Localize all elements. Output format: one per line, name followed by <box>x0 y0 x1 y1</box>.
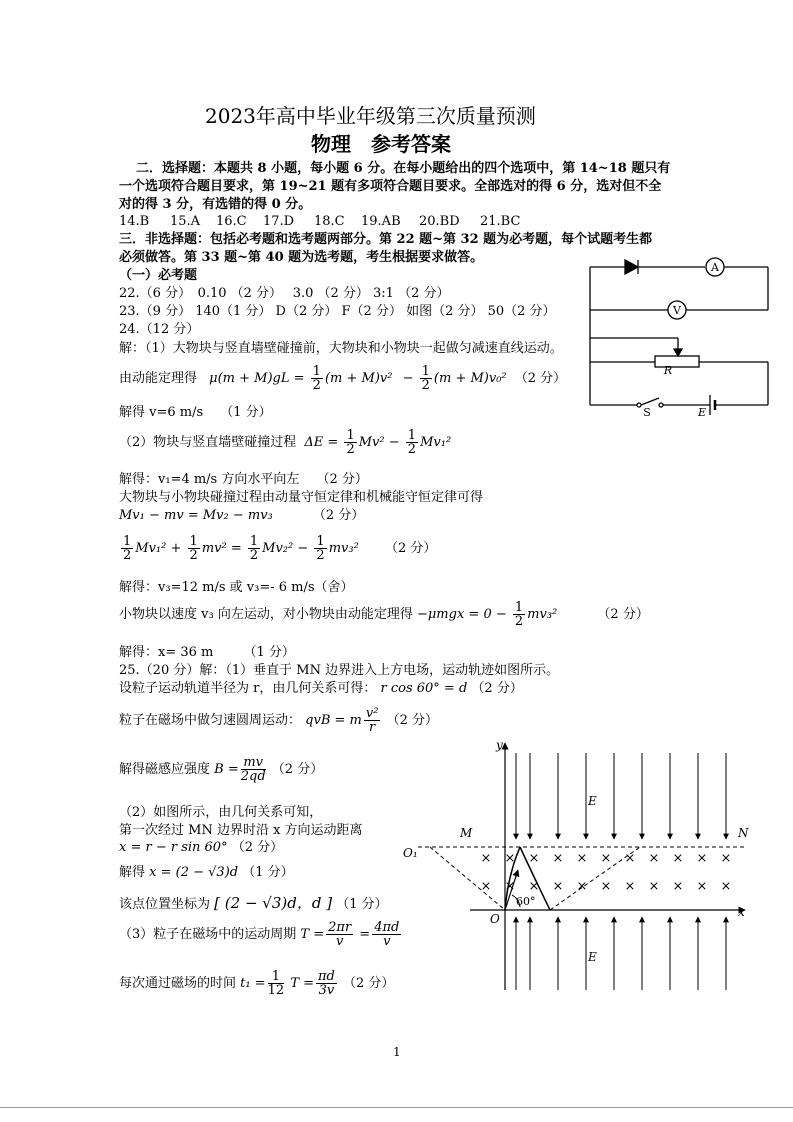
label-n: N <box>738 826 749 840</box>
answer-21: 21.BC <box>480 214 521 229</box>
label-o1: O₁ <box>403 846 418 860</box>
q24-step4: （2）物块与竖直墙壁碰撞过程 ΔE = $\frac{1}{2}$ Mv² − $\frac{1}{2}$ Mv₁² <box>119 428 452 457</box>
answer-18: 18.C <box>314 214 345 229</box>
rheostat-label: R <box>663 364 673 377</box>
field-diagram <box>400 735 780 995</box>
q24-step7: Mv₁ − mv = Mv₂ − mv₃ （2 分） <box>119 508 365 523</box>
svg-text:×: × <box>480 879 492 894</box>
svg-text:×: × <box>576 879 588 894</box>
q23-answer: 23.（9 分） 140（1 分） D（2 分） F（2 分） 如图（2 分） 50（2 分） <box>119 304 556 319</box>
q24-step2: 由动能定理得 μ(m + M)gL = $\frac{1}{2}$ (m + M)v² − $\frac{1}{2}$ (m + M)v₀² （2 分） <box>119 364 567 393</box>
q24-head: 24.（12 分） <box>119 322 200 337</box>
q25-step3: 粒子在磁场中做匀速圆周运动： qvB = m $\frac{\text{v²}}{r}$ （2 分） <box>119 706 438 735</box>
q24-step3: 解得 v=6 m/s （1 分） <box>119 405 272 420</box>
svg-text:×: × <box>528 879 540 894</box>
q25-step2: 设粒子运动轨道半径为 r，由几何关系可得： r cos 60° = d （2 分） <box>119 681 523 696</box>
q25-step10: （3）粒子在磁场中的运动周期 T = $\frac{2\pi r}{v}$ = $\frac{4\pi d}{v}$ <box>119 920 400 949</box>
svg-text:×: × <box>720 879 732 894</box>
q25-step9: 该点位置坐标为 [ (2 − √3)d，d ] （1 分） <box>119 894 388 912</box>
section2-line2: 一个选项符合题目要求，第 19~21 题有多项符合题目要求。全部选对的得 6 分，选对但不全 <box>119 179 662 194</box>
document-title: 2023年高中毕业年级第三次质量预测 <box>205 104 536 128</box>
svg-text:×: × <box>624 879 636 894</box>
q25-step5: （2）如图所示，由几何关系可知， <box>119 805 323 820</box>
svg-text:×: × <box>696 879 708 894</box>
switch-label: S <box>643 406 651 416</box>
section3-line2: 必须做答。第 33 题~第 40 题为选考题，考生根据要求做答。 <box>119 250 484 265</box>
svg-text:×: × <box>504 879 516 894</box>
svg-text:×: × <box>600 851 612 866</box>
field-e-upper: E <box>588 794 597 808</box>
svg-text:×: × <box>552 851 564 866</box>
q24-step9: 解得：v₃=12 m/s 或 v₃=- 6 m/s（舍） <box>119 580 354 595</box>
q24-step6: 大物块与小物块碰撞过程由动量守恒定律和机械能守恒定律可得 <box>119 490 484 505</box>
answer-17: 17.D <box>263 214 295 229</box>
answer-15: 15.A <box>170 214 201 229</box>
battery-label: E <box>697 406 707 416</box>
svg-text:×: × <box>648 851 660 866</box>
page-number: 1 <box>393 1045 401 1059</box>
svg-text:×: × <box>504 851 516 866</box>
rheostat-icon <box>655 356 699 367</box>
q24-step11: 解得：x= 36 m （1 分） <box>119 645 295 660</box>
ammeter-label: A <box>711 261 719 274</box>
svg-text:×: × <box>480 851 492 866</box>
answer-19: 19.AB <box>361 214 401 229</box>
label-o: O <box>490 912 500 926</box>
x-axis-label: x <box>738 905 745 919</box>
q22-answer: 22.（6 分） 0.10 （2 分） 3.0 （2 分） 3:1 （2 分） <box>119 286 450 301</box>
voltmeter-label: V <box>673 304 681 317</box>
q25-step11: 每次通过磁场的时间 t₁ = $\frac{1}{12}$ T = $\frac{\pi d}{3v}$ （2 分） <box>119 969 395 998</box>
answer-14: 14.B <box>119 214 150 229</box>
answer-20: 20.BD <box>419 214 460 229</box>
section2-line1: 二．选择题：本题共 8 小题，每小题 6 分。在每小题给出的四个选项中，第 14~18 题只有 <box>136 161 671 176</box>
svg-text:×: × <box>576 851 588 866</box>
y-axis-label: y <box>496 738 503 752</box>
q24-step10: 小物块以速度 v₃ 向左运动，对小物块由动能定理得 −μmgx = 0 − $\frac{1}{2}$ mv₃² （2 分） <box>119 600 649 629</box>
svg-text:×: × <box>624 851 636 866</box>
svg-text:×: × <box>672 851 684 866</box>
label-m: M <box>460 826 473 840</box>
q24-step5: 解得：v₁=4 m/s 方向水平向左 （2 分） <box>119 472 368 487</box>
svg-text:×: × <box>720 851 732 866</box>
q25-step1: 25.（20 分）解：（1）垂直于 MN 边界进入上方电场，运动轨迹如图所示。 <box>119 663 560 678</box>
q25-step6: 第一次经过 MN 边界时沿 x 方向运动距离 <box>119 823 363 838</box>
svg-text:×: × <box>672 879 684 894</box>
section2-line3: 对的得 3 分，有选错的得 0 分。 <box>119 197 312 212</box>
svg-text:×: × <box>696 851 708 866</box>
q24-step8: $\frac{1}{2}$ Mv₁² + $\frac{1}{2}$ mv² = $\frac{1}{2}$ Mv₂² − $\frac{1}{2}$ mv₃² （2 分） <box>123 534 437 563</box>
svg-text:×: × <box>528 851 540 866</box>
page-bottom-rule <box>0 1107 793 1108</box>
q25-step4: 解得磁感应强度 B = $\frac{mv}{2qd}$ （2 分） <box>119 755 324 784</box>
section3-line1: 三．非选择题：包括必考题和选考题两部分。第 22 题~第 32 题为必考题，每个试题考生都 <box>119 232 653 247</box>
document-subtitle: 物理 参考答案 <box>311 132 451 156</box>
svg-text:×: × <box>552 879 564 894</box>
section3-required: （一）必考题 <box>119 268 198 283</box>
q25-step7: x = r − r sin 60° （2 分） <box>119 840 284 855</box>
angle-label: 60° <box>516 895 536 908</box>
q25-step8: 解得 x = (2 − √3)d （1 分） <box>119 865 294 880</box>
circuit-diagram <box>585 254 775 416</box>
answer-16: 16.C <box>216 214 247 229</box>
svg-text:×: × <box>600 879 612 894</box>
diode-icon <box>625 260 638 274</box>
q24-step1: 解：（1）大物块与竖直墙壁碰撞前，大物块和小物块一起做匀减速直线运动。 <box>119 341 563 356</box>
field-e-lower: E <box>588 950 597 964</box>
svg-text:×: × <box>648 879 660 894</box>
